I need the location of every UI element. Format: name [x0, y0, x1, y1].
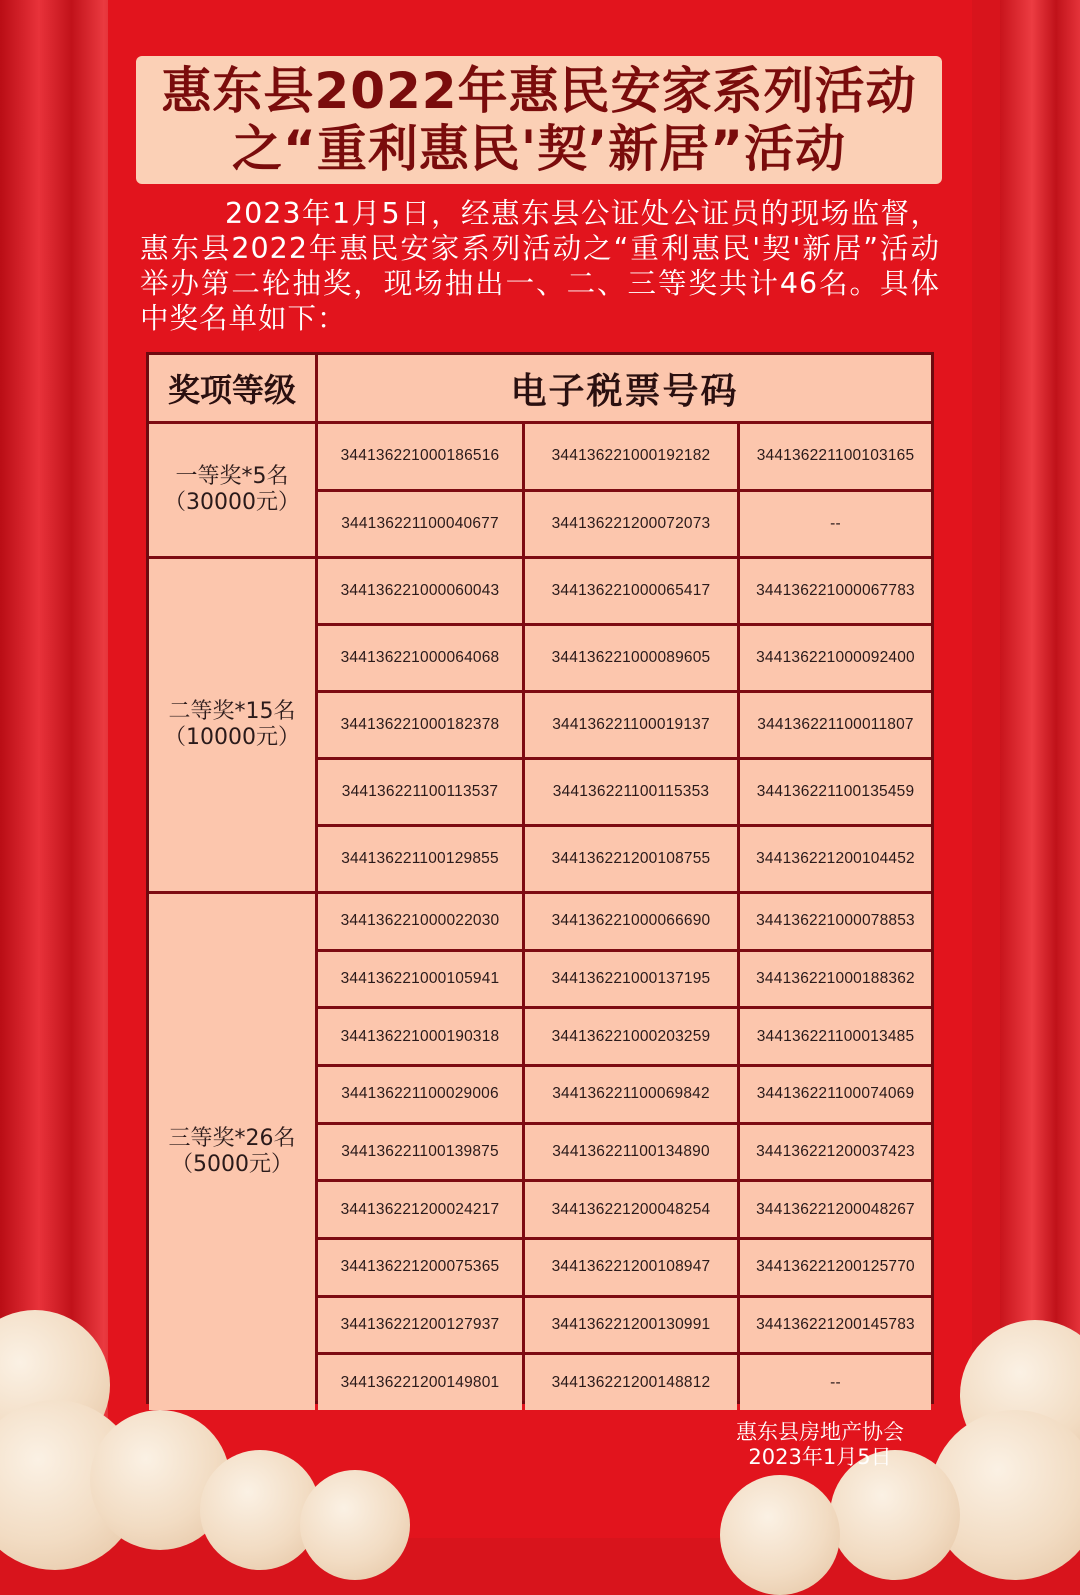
tax-ticket-number: --	[740, 492, 931, 557]
page-title-line1: 惠东县2022年惠民安家系列活动	[161, 62, 917, 120]
tax-ticket-number: 344136221000066690	[525, 894, 737, 949]
tax-ticket-number: 344136221200148812	[525, 1355, 737, 1410]
tax-ticket-number: 344136221200108755	[525, 827, 737, 891]
page-title-line2: 之“重利惠民'契’新居”活动	[231, 120, 847, 178]
tax-ticket-number: 344136221100074069	[740, 1067, 931, 1122]
prize-level-cell	[149, 894, 315, 1410]
tax-ticket-number: 344136221200145783	[740, 1298, 931, 1353]
tax-ticket-number: 344136221100011807	[740, 693, 931, 757]
tax-ticket-number: 344136221000092400	[740, 626, 931, 690]
prize-level-cell	[149, 424, 315, 556]
tax-ticket-number: 344136221200024217	[318, 1182, 522, 1237]
tax-ticket-number: --	[740, 1355, 931, 1410]
tax-ticket-number: 344136221100019137	[525, 693, 737, 757]
tax-ticket-number: 344136221100113537	[318, 760, 522, 824]
tax-ticket-number: 344136221000203259	[525, 1009, 737, 1064]
prize-level-name: 一等奖*5名	[175, 464, 289, 489]
tax-ticket-number: 344136221100139875	[318, 1125, 522, 1180]
tax-ticket-number: 344136221200048254	[525, 1182, 737, 1237]
footer-signature	[700, 1420, 940, 1470]
tax-ticket-number: 344136221100115353	[525, 760, 737, 824]
header-code: 电子税票号码	[318, 355, 931, 421]
tax-ticket-number: 344136221000188362	[740, 952, 931, 1007]
tax-ticket-number: 344136221200149801	[318, 1355, 522, 1410]
tax-ticket-number: 344136221000192182	[525, 424, 737, 489]
tax-ticket-number: 344136221000089605	[525, 626, 737, 690]
tax-ticket-number: 344136221100103165	[740, 424, 931, 489]
tax-ticket-number: 344136221000137195	[525, 952, 737, 1007]
tax-ticket-number: 344136221200130991	[525, 1298, 737, 1353]
tax-ticket-number: 344136221200127937	[318, 1298, 522, 1353]
tax-ticket-number: 344136221000064068	[318, 626, 522, 690]
tax-ticket-number: 344136221000190318	[318, 1009, 522, 1064]
tax-ticket-number: 344136221000065417	[525, 559, 737, 623]
tax-ticket-number: 344136221200125770	[740, 1240, 931, 1295]
prize-level-name: 二等奖*15名	[168, 699, 296, 724]
footer-org: 惠东县房地产协会	[736, 1420, 904, 1444]
tax-ticket-number: 344136221000182378	[318, 693, 522, 757]
footer-date: 2023年1月5日	[748, 1445, 892, 1469]
tax-ticket-number: 344136221100129855	[318, 827, 522, 891]
tax-ticket-number: 344136221200037423	[740, 1125, 931, 1180]
tax-ticket-number: 344136221000105941	[318, 952, 522, 1007]
prize-table	[146, 352, 934, 1404]
tax-ticket-number: 344136221100069842	[525, 1067, 737, 1122]
prize-amount: （10000元）	[164, 725, 300, 750]
tax-ticket-number: 344136221100135459	[740, 760, 931, 824]
tax-ticket-number: 344136221200048267	[740, 1182, 931, 1237]
intro-paragraph: 2023年1月5日，经惠东县公证处公证员的现场监督，惠东县2022年惠民安家系列活动之“重利惠民'契'新居”活动举办第二轮抽奖，现场抽出一、二、三等奖共计46名。具体中奖名单如下：	[140, 197, 940, 335]
tax-ticket-number: 344136221100040677	[318, 492, 522, 557]
tax-ticket-number: 344136221100029006	[318, 1067, 522, 1122]
prize-level-name: 三等奖*26名	[168, 1126, 296, 1151]
prize-amount: （30000元）	[164, 490, 300, 515]
tax-ticket-number: 344136221000022030	[318, 894, 522, 949]
header-level: 奖项等级	[149, 355, 315, 421]
tax-ticket-number: 344136221200075365	[318, 1240, 522, 1295]
tax-ticket-number: 344136221200104452	[740, 827, 931, 891]
prize-level-cell	[149, 559, 315, 891]
curtain-right-decoration	[1000, 0, 1080, 1538]
tax-ticket-number: 344136221000078853	[740, 894, 931, 949]
tax-ticket-number: 344136221100013485	[740, 1009, 931, 1064]
title-banner	[136, 56, 942, 184]
prize-amount: （5000元）	[171, 1152, 293, 1177]
tax-ticket-number: 344136221100134890	[525, 1125, 737, 1180]
cloud-decoration	[720, 1475, 840, 1595]
tax-ticket-number: 344136221200072073	[525, 492, 737, 557]
tax-ticket-number: 344136221000186516	[318, 424, 522, 489]
tax-ticket-number: 344136221200108947	[525, 1240, 737, 1295]
tax-ticket-number: 344136221000060043	[318, 559, 522, 623]
cloud-decoration	[300, 1470, 410, 1580]
tax-ticket-number: 344136221000067783	[740, 559, 931, 623]
